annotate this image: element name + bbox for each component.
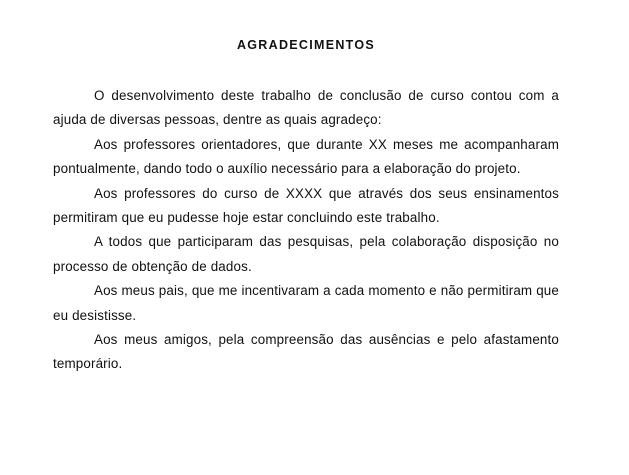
paragraph-intro: O desenvolvimento deste trabalho de conclusão de curso contou com a ajuda de diversas pessoas, dentre as quais agradeço:	[53, 88, 559, 128]
paragraph-course-professors: Aos professores do curso de XXXX que através dos seus ensinamentos permitiram que eu pudesse hoje estar concluindo este trabalho.	[53, 185, 559, 226]
paragraph-advisors: Aos professores orientadores, que durante XX meses me acompanharam pontualmente, dando todo o auxílio necessário para a elaboração do projeto.	[53, 136, 559, 177]
paragraph-research-participants: A todos que participaram das pesquisas, pela colaboração disposição no processo de obtenção de dados.	[53, 234, 559, 274]
page-title: AGRADECIMENTOS	[236, 38, 376, 52]
acknowledgements-body	[53, 84, 559, 377]
paragraph-friends: Aos meus amigos, pela compreensão das ausências e pelo afastamento temporário.	[53, 332, 559, 372]
paragraph-parents: Aos meus pais, que me incentivaram a cada momento e não permitiram que eu desistisse.	[53, 283, 559, 323]
